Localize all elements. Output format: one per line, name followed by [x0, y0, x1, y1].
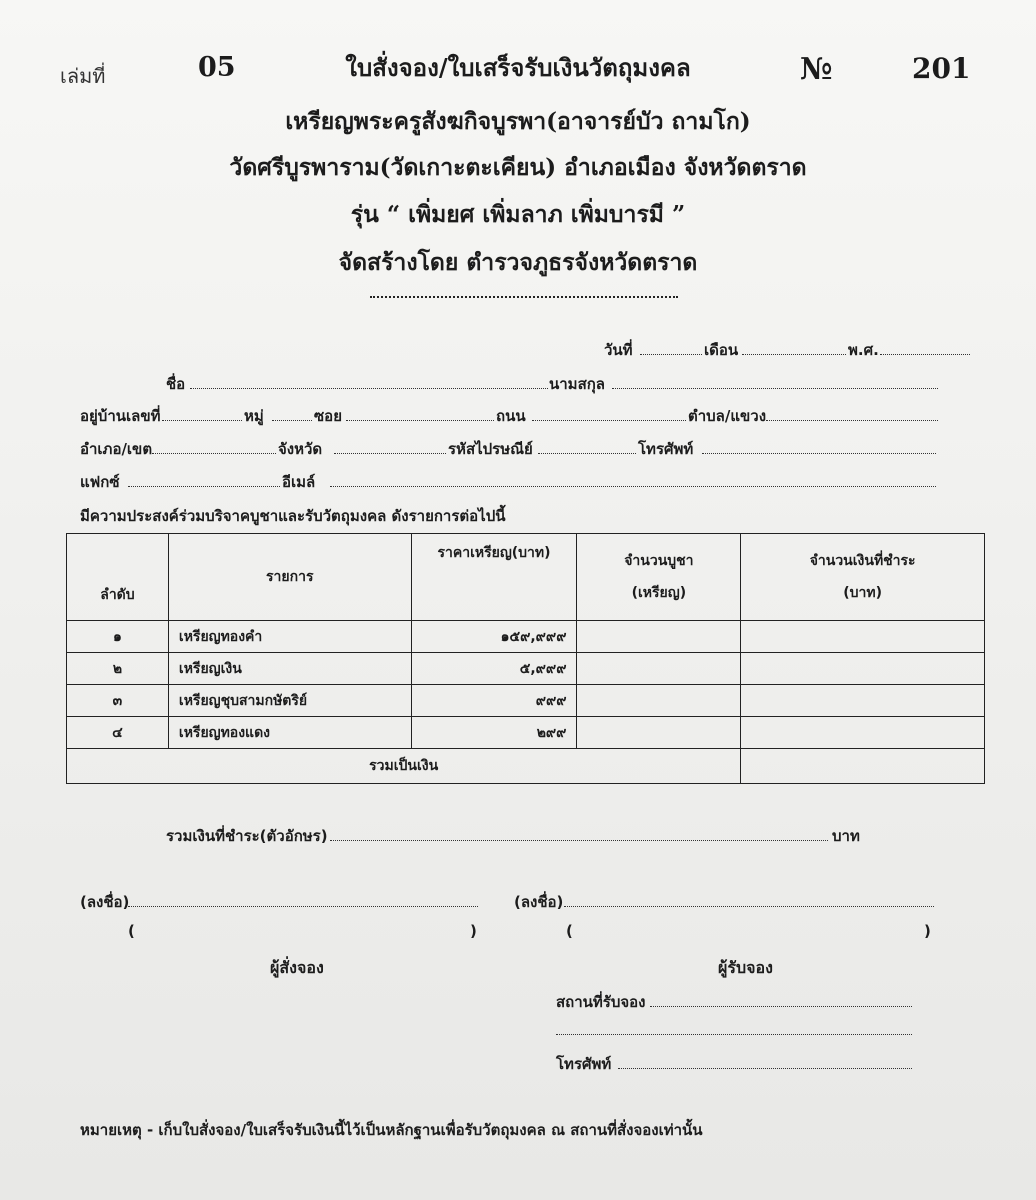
name-line	[0, 372, 1036, 396]
row-amount-cell[interactable]	[741, 717, 985, 749]
moo-field[interactable]	[272, 420, 312, 421]
receiver-phone-field[interactable]	[618, 1068, 912, 1069]
signature-line	[0, 890, 1036, 914]
row-seq: ๔	[67, 717, 169, 749]
table-row	[67, 653, 985, 685]
table-header-row	[67, 534, 985, 621]
district-line	[0, 437, 1036, 461]
receiver-paren-open: (	[566, 922, 573, 940]
coin-title: เหรียญพระครูสังฆกิจบูรพา(อาจารย์บัว ถามโก)	[285, 108, 751, 135]
book-label: เล่มที่	[60, 64, 106, 88]
receiver-phone-label: โทรศัพท์	[556, 1055, 612, 1073]
edition-line: รุ่น “ เพิ่มยศ เพิ่มลาภ เพิ่มบารมี ”	[350, 201, 686, 228]
year-field[interactable]	[880, 354, 970, 355]
receiver-sign-field[interactable]	[564, 906, 934, 907]
book-number: 05	[198, 52, 236, 83]
temple-line: วัดศรีบูรพาราม(วัดเกาะตะเคียน) อำเภอเมือง จังหวัดตราด	[229, 154, 807, 181]
date-label: วันที่	[604, 341, 633, 359]
address-line	[0, 404, 1036, 428]
postcode-label: รหัสไปรษณีย์	[448, 440, 533, 458]
row-qty-cell[interactable]	[577, 653, 741, 685]
road-label: ถนน	[496, 407, 526, 425]
orderer-paren-open: (	[128, 922, 135, 940]
postcode-field[interactable]	[538, 453, 636, 454]
district-label: อำเภอ/เขต	[80, 440, 153, 458]
soi-field[interactable]	[346, 420, 494, 421]
row-seq: ๓	[67, 685, 169, 717]
province-field[interactable]	[334, 453, 446, 454]
row-amount-cell[interactable]	[741, 685, 985, 717]
year-label: พ.ศ.	[848, 341, 879, 359]
row-price: ๙๙๙	[411, 685, 577, 717]
month-field[interactable]	[742, 354, 846, 355]
producer-line: จัดสร้างโดย ตำรวจภูธรจังหวัดตราด	[338, 249, 698, 276]
footnote: หมายเหตุ - เก็บใบสั่งจอง/ใบเสร็จรับเงินนี้ไว้เป็นหลักฐานเพื่อรับวัตถุมงคล ณ สถานที่สั่งจองเท่านั้น	[80, 1121, 703, 1139]
row-item: เหรียญทองแดง	[168, 717, 411, 749]
table-row	[67, 685, 985, 717]
total-amount-cell[interactable]	[741, 749, 985, 784]
items-table	[66, 533, 985, 784]
fax-label: แฟกซ์	[80, 473, 120, 491]
total-words-field[interactable]	[330, 840, 828, 841]
total-row	[67, 749, 985, 784]
email-label: อีเมล์	[282, 473, 316, 491]
receiver-paren-close: )	[924, 922, 931, 940]
soi-label: ซอย	[314, 407, 342, 425]
separator-dots	[370, 282, 678, 298]
header-item: รายการ	[168, 534, 411, 621]
row-price: ๑๕๙,๙๙๙	[411, 621, 577, 653]
email-field[interactable]	[330, 486, 936, 487]
table-row	[67, 717, 985, 749]
header-amount	[741, 534, 985, 621]
moo-label: หมู่	[244, 407, 264, 425]
row-item: เหรียญเงิน	[168, 653, 411, 685]
total-words-line	[0, 824, 1036, 848]
row-price: ๕,๙๙๙	[411, 653, 577, 685]
place-label: สถานที่รับจอง	[556, 993, 646, 1011]
header-qty-line2: (เหรียญ)	[631, 585, 687, 601]
month-label: เดือน	[704, 341, 739, 359]
subdistrict-label: ตำบล/แขวง	[688, 407, 767, 425]
name-field[interactable]	[190, 388, 548, 389]
orderer-label: ผู้สั่งจอง	[270, 958, 324, 977]
place-field[interactable]	[650, 1006, 912, 1007]
place-line	[0, 990, 1036, 1014]
intent-text: มีความประสงค์ร่วมบริจาคบูชาและรับวัตถุมงคล ดังรายการต่อไปนี้	[80, 507, 506, 525]
phone-label: โทรศัพท์	[638, 440, 694, 458]
header-seq: ลำดับ	[67, 534, 169, 621]
receiver-label: ผู้รับจอง	[718, 958, 773, 977]
orderer-sign-label: (ลงชื่อ)	[80, 893, 130, 911]
total-label: รวมเป็นเงิน	[67, 749, 741, 784]
surname-field[interactable]	[612, 388, 938, 389]
district-field[interactable]	[152, 453, 276, 454]
road-field[interactable]	[532, 420, 686, 421]
house-label: อยู่บ้านเลขที่	[80, 407, 161, 425]
orderer-paren-close: )	[470, 922, 477, 940]
date-field[interactable]	[640, 354, 702, 355]
total-words-label: รวมเงินที่ชำระ(ตัวอักษร)	[166, 827, 328, 845]
header-amount-line2: (บาท)	[843, 585, 883, 601]
receiver-phone-line	[0, 1052, 1036, 1076]
house-field[interactable]	[162, 420, 242, 421]
subdistrict-field[interactable]	[766, 420, 938, 421]
row-item: เหรียญชุบสามกษัตริย์	[168, 685, 411, 717]
orderer-sign-field[interactable]	[128, 906, 478, 907]
place-field-2[interactable]	[556, 1034, 912, 1035]
date-line	[0, 338, 1036, 362]
fax-field[interactable]	[128, 486, 280, 487]
row-qty-cell[interactable]	[577, 621, 741, 653]
header-qty-line1: จำนวนบูชา	[624, 553, 694, 569]
table-row	[67, 621, 985, 653]
row-seq: ๑	[67, 621, 169, 653]
header-price: ราคาเหรียญ(บาท)	[411, 534, 577, 621]
row-qty-cell[interactable]	[577, 717, 741, 749]
number-symbol: №	[800, 52, 833, 87]
row-amount-cell[interactable]	[741, 653, 985, 685]
surname-label: นามสกุล	[549, 375, 605, 393]
header-qty	[577, 534, 741, 621]
province-label: จังหวัด	[278, 440, 323, 458]
fax-line	[0, 470, 1036, 494]
baht-label: บาท	[832, 827, 860, 845]
receiver-sign-label: (ลงชื่อ)	[514, 893, 564, 911]
name-label: ชื่อ	[166, 375, 186, 393]
paren-line	[0, 922, 1036, 946]
phone-field[interactable]	[702, 453, 936, 454]
receipt-number: 201	[912, 52, 971, 85]
row-seq: ๒	[67, 653, 169, 685]
row-qty-cell[interactable]	[577, 685, 741, 717]
header-amount-line1: จำนวนเงินที่ชำระ	[809, 553, 916, 569]
row-amount-cell[interactable]	[741, 621, 985, 653]
row-item: เหรียญทองคำ	[168, 621, 411, 653]
row-price: ๒๙๙	[411, 717, 577, 749]
form-title: ใบสั่งจอง/ใบเสร็จรับเงินวัตถุมงคล	[345, 53, 691, 82]
